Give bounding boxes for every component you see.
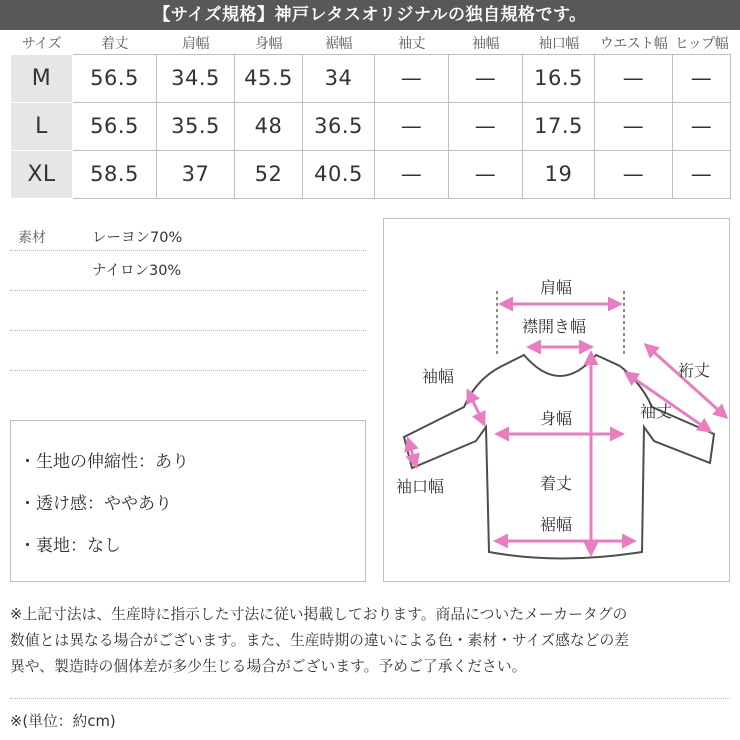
label-yuki: 裄丈 [678, 361, 711, 380]
material-row-empty [10, 291, 366, 331]
column-header: ヒップ幅 [674, 35, 729, 52]
property-item: ・裏地：なし [19, 536, 121, 556]
column-header: 身幅 [255, 35, 282, 52]
table-cell: — [673, 102, 731, 150]
table-cell: 35.5 [157, 102, 235, 150]
table-cell: — [375, 54, 449, 102]
page-title: 【サイズ規格】神戸レタスオリジナルの独自規格です。 [0, 0, 740, 30]
label-body-width: 身幅 [540, 409, 573, 428]
material-line: レーヨン70% [92, 230, 183, 246]
material-label: 素材 [18, 230, 46, 246]
material-row [10, 251, 366, 291]
table-cell: — [595, 102, 673, 150]
label-length: 着丈 [540, 474, 573, 493]
size-cell: L [11, 102, 73, 150]
table-cell: 56.5 [73, 102, 157, 150]
note-line: ※上記寸法は、生産時に指示した寸法に従い掲載しております。商品についたメーカータグの [10, 606, 628, 623]
material-row [10, 218, 366, 251]
table-cell: — [595, 54, 673, 102]
material-row-empty [10, 331, 366, 371]
table-cell: 34.5 [157, 54, 235, 102]
table-cell: — [595, 150, 673, 198]
note-line: 数値とは異なる場合がございます。また、生産時期の違いによる色・素材・サイズ感などの差 [10, 632, 630, 649]
table-cell: 16.5 [523, 54, 595, 102]
fabric-properties [10, 420, 366, 582]
cuff-width-arrow [408, 439, 416, 466]
table-cell: — [449, 54, 523, 102]
column-header: ウエスト幅 [599, 35, 668, 52]
note-line: 異や、製造時の個体差が多少生じる場合がございます。予めご了承ください。 [10, 658, 527, 675]
table-cell: 52 [235, 150, 303, 198]
divider [10, 698, 730, 699]
measurement-diagram [383, 218, 730, 582]
label-cuff: 袖口幅 [396, 477, 445, 496]
table-cell: 58.5 [73, 150, 157, 198]
column-header: 袖幅 [472, 35, 499, 52]
table-cell: — [673, 150, 731, 198]
size-cell: XL [11, 150, 73, 198]
table-cell: — [449, 102, 523, 150]
table-cell: — [673, 54, 731, 102]
size-table [10, 32, 731, 199]
column-header: サイズ [21, 35, 62, 52]
label-shoulder: 肩幅 [540, 278, 573, 297]
table-cell: — [449, 150, 523, 198]
property-item: ・透け感：ややあり [19, 494, 172, 514]
table-row [11, 54, 731, 102]
table-cell: 34 [303, 54, 375, 102]
column-header: 肩幅 [182, 35, 209, 52]
sleeve-width-arrow [468, 391, 484, 424]
table-cell: 36.5 [303, 102, 375, 150]
label-neck: 襟開き幅 [522, 317, 587, 336]
table-cell: — [375, 102, 449, 150]
table-cell: 37 [157, 150, 235, 198]
unit-note: ※(単位：約cm) [10, 713, 116, 730]
column-header: 着丈 [101, 35, 128, 52]
column-header: 裾幅 [325, 35, 352, 52]
column-header: 袖口幅 [538, 35, 579, 52]
column-header: 袖丈 [398, 35, 425, 52]
table-cell: 45.5 [235, 54, 303, 102]
label-sleeve-length: 袖丈 [640, 402, 673, 421]
table-cell: 56.5 [73, 54, 157, 102]
material-section [10, 218, 366, 371]
table-cell: — [375, 150, 449, 198]
size-cell: M [11, 54, 73, 102]
table-header-row [11, 32, 731, 54]
table-row [11, 102, 731, 150]
table-cell: 40.5 [303, 150, 375, 198]
table-cell: 48 [235, 102, 303, 150]
property-item: ・生地の伸縮性：あり [19, 452, 189, 472]
notes-section [10, 602, 732, 680]
garment-diagram-svg [384, 219, 731, 583]
table-cell: 17.5 [523, 102, 595, 150]
material-line: ナイロン30% [92, 263, 182, 279]
table-cell: 19 [523, 150, 595, 198]
label-hem: 裾幅 [540, 515, 573, 534]
label-sleeve-width: 袖幅 [422, 367, 455, 386]
table-row [11, 150, 731, 198]
